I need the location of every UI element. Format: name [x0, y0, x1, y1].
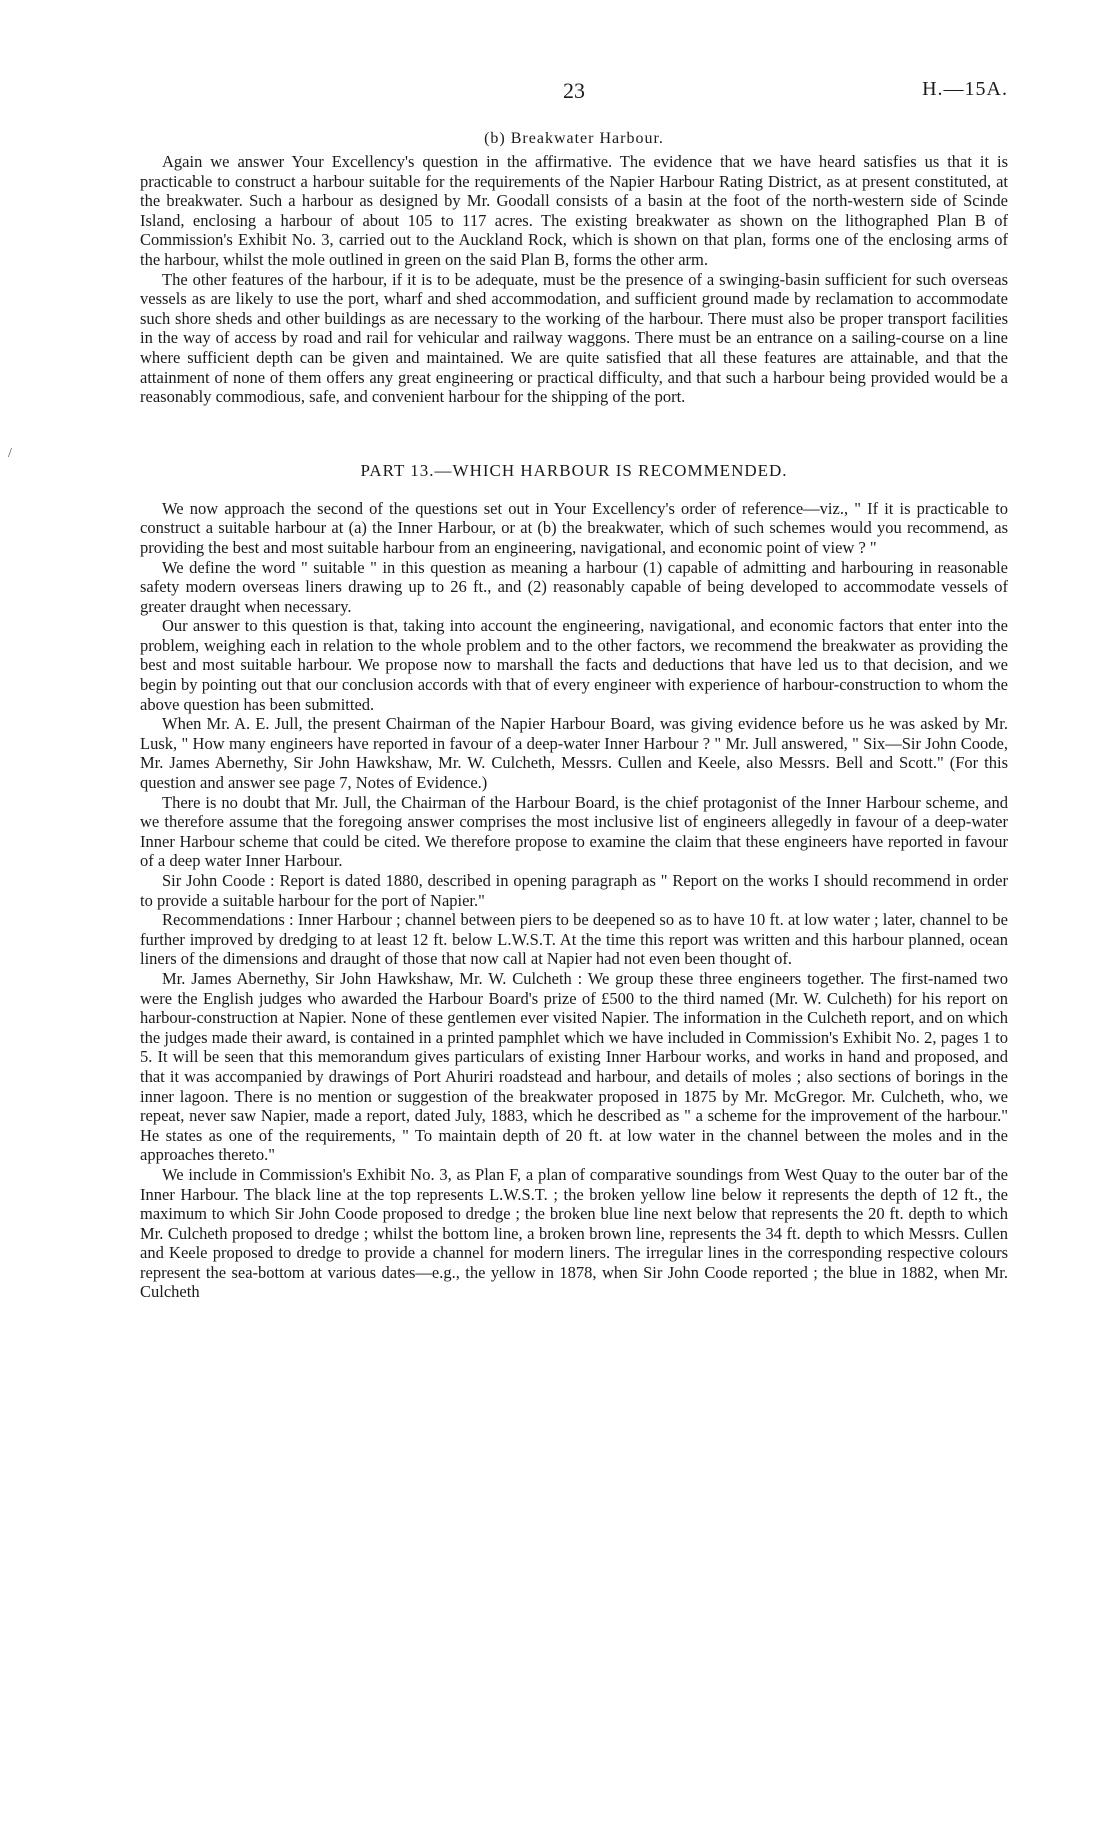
margin-mark: / [8, 446, 12, 461]
section-heading-breakwater-harbour: (b) Breakwater Harbour. [484, 130, 664, 147]
page-header [140, 78, 1008, 110]
paragraph: Mr. James Abernethy, Sir John Hawkshaw, Mr. W. Culcheth : We group these three engineers together. The first-named two were the English judges who awarded the Harbour Board's prize of £500 to the third named (Mr. W. Culcheth) for his report on harbour-construction at Napier. None of these gentlemen ever visited Napier. The information in the Culcheth report, and on which the judges made their award, is contained in a printed pamphlet which we have included in Commission's Exhibit No. 2, pages 1 to 5. It will be seen that this memorandum gives particulars of existing Inner Harbour works, and works in hand and proposed, and that it was accompanied by drawings of Port Ahuriri roadstead and harbour, and details of moles ; also sections of borings in the inner lagoon. There is no mention or suggestion of the breakwater proposed in 1875 by Mr. McGregor. Mr. Culcheth, who, we repeat, never saw Napier, made a report, dated July, 1883, which he described as " a scheme for the improvement of the harbour." He states as one of the requirements, " To maintain depth of 20 ft. at low water in the channel between the moles and in the approaches thereto." [140, 968, 1008, 1165]
document-reference: H.—15A. [922, 78, 1008, 100]
paragraph: Again we answer Your Excellency's question in the affirmative. The evidence that we have heard satisfies us that it is practicable to construct a harbour suitable for the requirements of the Napier Harbour Rating District, as at present constituted, at the breakwater. Such a harbour as designed by Mr. Goodall consists of a basin at the foot of the north-western side of Scinde Island, enclosing a harbour of about 105 to 117 acres. The existing breakwater as shown on the lithographed Plan B of Commission's Exhibit No. 3, carried out to the Auckland Rock, which is shown on that plan, forms one of the enclosing arms of the harbour, whilst the mole outlined in green on the said Plan B, forms the other arm. [140, 152, 1008, 269]
paragraph: Sir John Coode : Report is dated 1880, described in opening paragraph as " Report on the works I should recommend in order to provide a suitable harbour for the port of Napier." [140, 871, 1008, 910]
paragraph: Recommendations : Inner Harbour ; channel between piers to be deepened so as to have 10 ft. at low water ; later, channel to be further improved by dredging to at least 12 ft. below L.W.S.T. At the time this report was written and this harbour planned, ocean liners of the dimensions and draught of those that now call at Napier had not even been thought of. [140, 910, 1008, 969]
paragraph: The other features of the harbour, if it is to be adequate, must be the presence of a swinging-basin sufficient for such overseas vessels as are likely to use the port, wharf and shed accommodation, and sufficient ground made by reclamation to accommodate such shore sheds and other buildings as are necessary to the working of the harbour. There must also be proper transport facilities in the way of access by road and rail for vehicular and railway waggons. There must be an entrance on a sailing-course on a line where sufficient depth can be given and maintained. We are quite satisfied that all these features are attainable, and that the attainment of none of them offers any great engineering or practical difficulty, and that such a harbour being provided would be a reasonably commodious, safe, and convenient harbour for the shipping of the port. [140, 269, 1008, 407]
paragraph: We now approach the second of the questions set out in Your Excellency's order of reference—viz., " If it is practicable to construct a suitable harbour at (a) the Inner Harbour, or at (b) the breakwater, which of such schemes would you recommend, as providing the best and most suitable harbour from an engineering, navigational, and economic point of view ? " [140, 498, 1008, 557]
part-heading: PART 13.—WHICH HARBOUR IS RECOMMENDED. [360, 460, 788, 480]
document-page [140, 78, 1008, 1302]
paragraph: When Mr. A. E. Jull, the present Chairman of the Napier Harbour Board, was giving evidence before us he was asked by Mr. Lusk, " How many engineers have reported in favour of a deep-water Inner Harbour ? " Mr. Jull answered, " Six—Sir John Coode, Mr. James Abernethy, Sir John Hawkshaw, Mr. W. Culcheth, Messrs. Cullen and Keele, also Messrs. Bell and Scott." (For this question and answer see page 7, Notes of Evidence.) [140, 714, 1008, 793]
paragraph: There is no doubt that Mr. Jull, the Chairman of the Harbour Board, is the chief protagonist of the Inner Harbour scheme, and we therefore assume that the foregoing answer comprises the most inclusive list of engineers allegedly in favour of a deep-water Inner Harbour scheme that could be cited. We therefore propose to examine the claim that these engineers have reported in favour of a deep water Inner Harbour. [140, 792, 1008, 871]
paragraph: We define the word " suitable " in this question as meaning a harbour (1) capable of admitting and harbouring in reasonable safety modern overseas liners drawing up to 26 ft., and (2) reasonably capable of being developed to accommodate vessels of greater draught when necessary. [140, 557, 1008, 616]
paragraph: Our answer to this question is that, taking into account the engineering, navigational, and economic factors that enter into the problem, weighing each in relation to the whole problem and to the other factors, we recommend the breakwater as providing the best and most suitable harbour. We propose now to marshall the facts and deductions that have led us to that decision, and we begin by pointing out that our conclusion accords with that of every engineer with experience of harbour-construction to whom the above question has been submitted. [140, 616, 1008, 714]
page-number: 23 [563, 78, 585, 103]
paragraph: We include in Commission's Exhibit No. 3, as Plan F, a plan of comparative soundings from West Quay to the outer bar of the Inner Harbour. The black line at the top represents L.W.S.T. ; the broken yellow line below it represents the depth of 12 ft., the maximum to which Sir John Coode proposed to dredge ; the broken blue line next below that represents the 20 ft. depth to which Mr. Culcheth proposed to dredge ; whilst the bottom line, a broken brown line, represents the 34 ft. depth to which Messrs. Cullen and Keele proposed to dredge to provide a channel for modern liners. The irregular lines in the corresponding respective colours represent the sea-bottom at various dates—e.g., the yellow in 1878, when Sir John Coode reported ; the blue in 1882, when Mr. Culcheth [140, 1164, 1008, 1302]
